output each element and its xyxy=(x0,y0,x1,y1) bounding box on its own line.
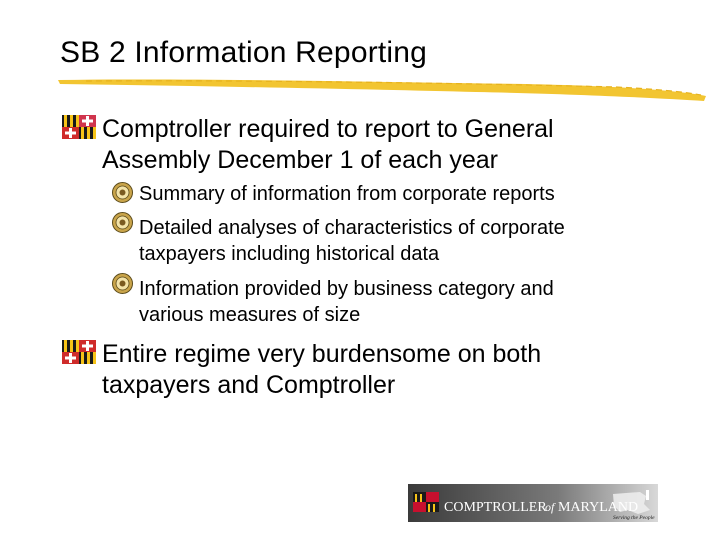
sub-bullet-1: Summary of information from corporate reports xyxy=(139,183,555,205)
sub-bullet-3-line-1: Information provided by business category and xyxy=(139,278,554,300)
sub-bullet-3-line-2: various measures of size xyxy=(139,304,361,326)
title-underline-brushstroke xyxy=(56,74,708,104)
bullet-1-line-1: Comptroller required to report to General xyxy=(102,115,554,143)
logo-maryland-text: MARYLAND xyxy=(558,500,639,515)
logo-comptroller-text: COMPTROLLER xyxy=(444,500,547,515)
logo-of-text: of xyxy=(545,500,555,514)
comptroller-of-maryland-logo xyxy=(408,484,658,522)
slide-title: SB 2 Information Reporting xyxy=(60,36,428,69)
sub-bullet-2-line-2: taxpayers including historical data xyxy=(139,243,440,265)
maryland-flag-icon xyxy=(62,115,96,139)
bullet-2-line-1: Entire regime very burdensome on both xyxy=(102,340,542,368)
seal-icon xyxy=(112,273,133,294)
bullet-2-line-2: taxpayers and Comptroller xyxy=(102,371,396,399)
bullet-1-line-2: Assembly December 1 of each year xyxy=(102,146,499,174)
seal-icon xyxy=(112,212,133,233)
sub-bullet-2-line-1: Detailed analyses of characteristics of corporate xyxy=(139,217,565,239)
maryland-flag-icon xyxy=(62,340,96,364)
seal-icon xyxy=(112,182,133,203)
logo-tagline-text: Serving the People xyxy=(613,515,655,521)
